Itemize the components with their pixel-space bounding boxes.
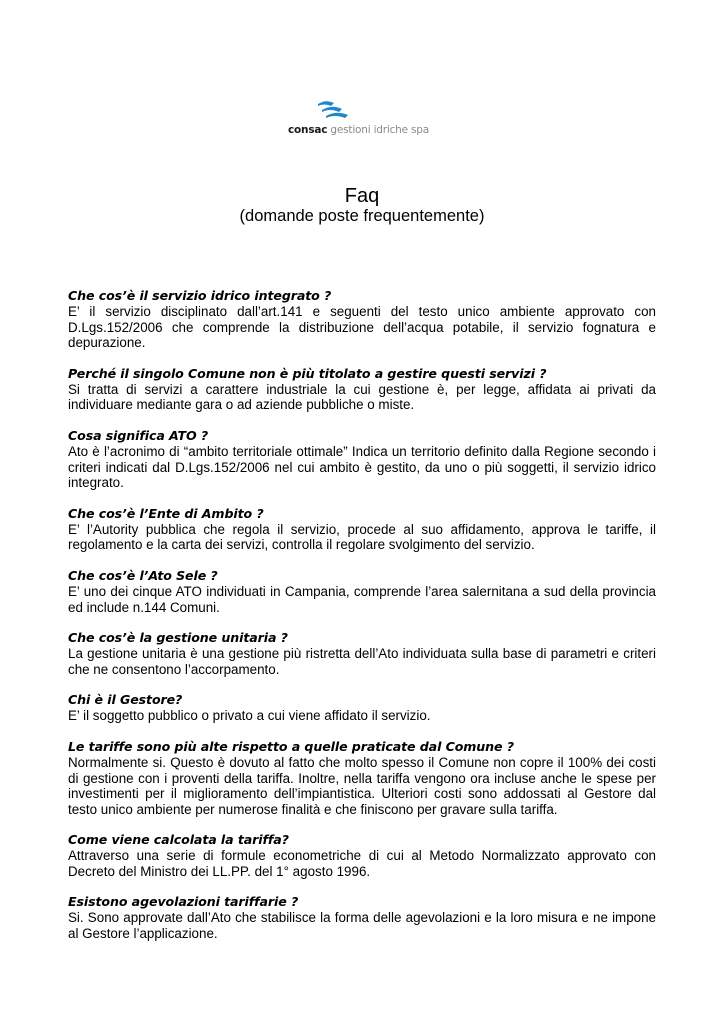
faq-answer: Si. Sono approvate dall’Ato che stabilisce la forma delle agevolazioni e la loro misura e ne impone al Gestore l’applicazione. (68, 910, 656, 942)
faq-item (68, 894, 656, 941)
faq-answer: E’ l’Autority pubblica che regola il servizio, procede al suo affidamento, approva le tariffe, il regolamento e la carta dei servizi, controlla il regolare svolgimento del servizio. (68, 521, 656, 553)
faq-answer: Ato è l’acronimo di “ambito territoriale ottimale” Indica un territorio definito dalla Regione secondo i criteri indicati dal D.Lgs.152/2006 nel cui ambito è gestito, da uno o più soggetti, il servizio idrico integrato. (68, 443, 656, 491)
faq-item (68, 630, 656, 677)
faq-question: Che cos’è il servizio idrico integrato ? (68, 288, 332, 303)
faq-item (68, 506, 656, 553)
page-subtitle: (domande poste frequentemente) (239, 207, 485, 225)
faq-question: Cosa significa ATO ? (68, 427, 209, 443)
company-logo (288, 100, 438, 140)
faq-question: Come viene calcolata la tariffa? (68, 832, 289, 848)
faq-answer: Normalmente si. Questo è dovuto al fatto che molto spesso il Comune non copre il 100% dei costi di gestione con i proventi della tariffa. Inoltre, nella tariffa vengono ora incluse anche le spese per investimenti per il miglioramento dell’impiantistica. Ulteriori costi sono addossati al Gestore dal testo unico ambiente per numerose finalità e che finiscono per gravare sulla tariffa. (68, 754, 656, 817)
logo-text: consac gestioni idriche spa (288, 124, 429, 136)
faq-answer: Attraverso una serie di formule econometriche di cui al Metodo Normalizzato approvato con Decreto del Ministro dei LL.PP. del 1° agosto 1996. (68, 848, 656, 879)
faq-answer: E’ il soggetto pubblico o privato a cui viene affidato il servizio. (68, 708, 431, 724)
faq-question: Che cos’è l’Ato Sele ? (68, 567, 218, 583)
faq-question: Le tariffe sono più alte rispetto a quelle praticate dal Comune ? (68, 738, 514, 754)
faq-list (68, 288, 656, 957)
faq-item (68, 692, 656, 724)
faq-item (68, 366, 656, 413)
faq-question: Che cos’è l’Ente di Ambito ? (68, 505, 264, 521)
faq-question: Che cos’è la gestione unitaria ? (68, 630, 288, 646)
wave-logo-icon (310, 100, 350, 122)
faq-answer: E’ il servizio disciplinato dall’art.141 e seguenti del testo unico ambiente approvato con D.Lgs.152/2006 che comprende la distribuzione dell’acqua potabile, il servizio fognatura e depurazione. (68, 304, 656, 351)
faq-item (68, 832, 656, 879)
faq-answer: La gestione unitaria è una gestione più ristretta dell’Ato individuata sulla base di parametri e criteri che ne consentono l’accorpamento. (68, 646, 656, 677)
faq-answer: E’ uno dei cinque ATO individuati in Campania, comprende l’area salernitana a sud della provincia ed include n.144 Comuni. (68, 583, 656, 615)
faq-item (68, 739, 656, 817)
page-title: Faq (344, 185, 380, 207)
faq-item (68, 428, 656, 491)
faq-question: Chi è il Gestore? (68, 692, 183, 708)
faq-item (68, 288, 656, 351)
faq-question: Perché il singolo Comune non è più titolato a gestire questi servizi ? (68, 365, 547, 381)
faq-answer: Si tratta di servizi a carattere industriale la cui gestione è, per legge, affidata ai privati da individuare mediante gara o ad aziende pubbliche o miste. (68, 381, 656, 413)
faq-question: Esistono agevolazioni tariffarie ? (68, 894, 299, 910)
faq-item (68, 568, 656, 615)
